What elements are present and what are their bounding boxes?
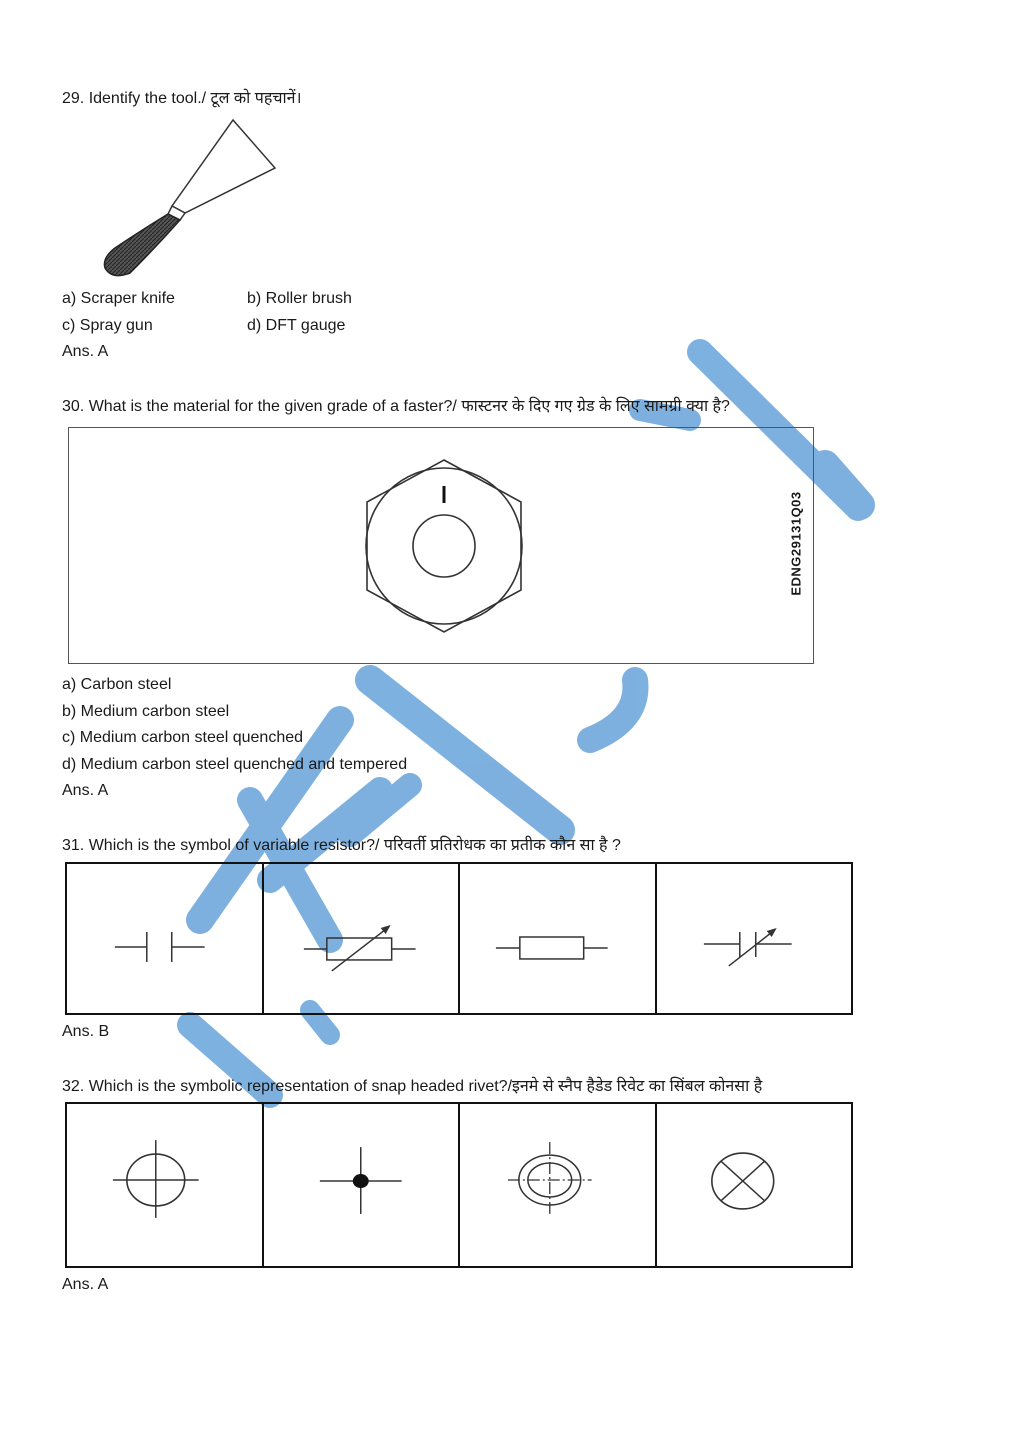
q29-option-b: b) Roller brush bbox=[247, 290, 352, 307]
q30-option-b: b) Medium carbon steel bbox=[62, 703, 230, 720]
q29-option-c: c) Spray gun bbox=[62, 317, 153, 334]
q30-answer: Ans. A bbox=[62, 782, 109, 799]
variable-resistor-symbol-icon bbox=[264, 864, 459, 1013]
q29-question: 29. Identify the tool./ टूल को पहचानें। bbox=[62, 90, 302, 107]
scraper-knife-icon bbox=[100, 118, 280, 283]
q31-option-variable-capacitor bbox=[657, 864, 852, 1013]
q31-option-capacitor bbox=[67, 864, 264, 1013]
q32-answer: Ans. A bbox=[62, 1276, 109, 1293]
q30-option-a: a) Carbon steel bbox=[62, 676, 172, 693]
q31-answer: Ans. B bbox=[62, 1023, 110, 1040]
snap-head-rivet-symbol-icon bbox=[67, 1104, 262, 1266]
q31-option-resistor bbox=[460, 864, 657, 1013]
q30-question: 30. What is the material for the given grade of a faster?/ फास्टनर के दिए गए ग्रेड के लिए सामग्री क्या है? bbox=[62, 398, 730, 415]
variable-capacitor-symbol-icon bbox=[657, 864, 852, 1013]
crossed-circle-symbol-icon bbox=[657, 1104, 852, 1266]
q29-option-a: a) Scraper knife bbox=[62, 290, 175, 307]
capacitor-symbol-icon bbox=[67, 864, 262, 1013]
q31-question: 31. Which is the symbol of variable resistor?/ परिवर्ती प्रतिरोधक का प्रतीक कौन सा है ? bbox=[62, 837, 621, 854]
q32-question: 32. Which is the symbolic representation of snap headed rivet?/इनमे से स्नैप हैडेड रिवेट का सिंबल कोनसा है bbox=[62, 1078, 763, 1095]
q30-option-d: d) Medium carbon steel quenched and tempered bbox=[62, 756, 408, 773]
q31-symbol-grid bbox=[65, 862, 853, 1015]
resistor-symbol-icon bbox=[460, 864, 655, 1013]
q30-figure-code: EDNG29131Q03 bbox=[788, 491, 804, 596]
q32-option-b bbox=[264, 1104, 461, 1266]
q32-option-c bbox=[460, 1104, 657, 1266]
countersunk-rivet-symbol-icon bbox=[460, 1104, 655, 1266]
q32-option-a bbox=[67, 1104, 264, 1266]
hex-nut-grade-icon bbox=[359, 456, 529, 636]
q31-option-variable-resistor bbox=[264, 864, 461, 1013]
q32-option-d bbox=[657, 1104, 852, 1266]
filled-dot-rivet-symbol-icon bbox=[264, 1104, 459, 1266]
q29-answer: Ans. A bbox=[62, 343, 109, 360]
q29-option-d: d) DFT gauge bbox=[247, 317, 346, 334]
q30-figure-box bbox=[68, 427, 814, 664]
q30-option-c: c) Medium carbon steel quenched bbox=[62, 729, 304, 746]
q32-symbol-grid bbox=[65, 1102, 853, 1268]
